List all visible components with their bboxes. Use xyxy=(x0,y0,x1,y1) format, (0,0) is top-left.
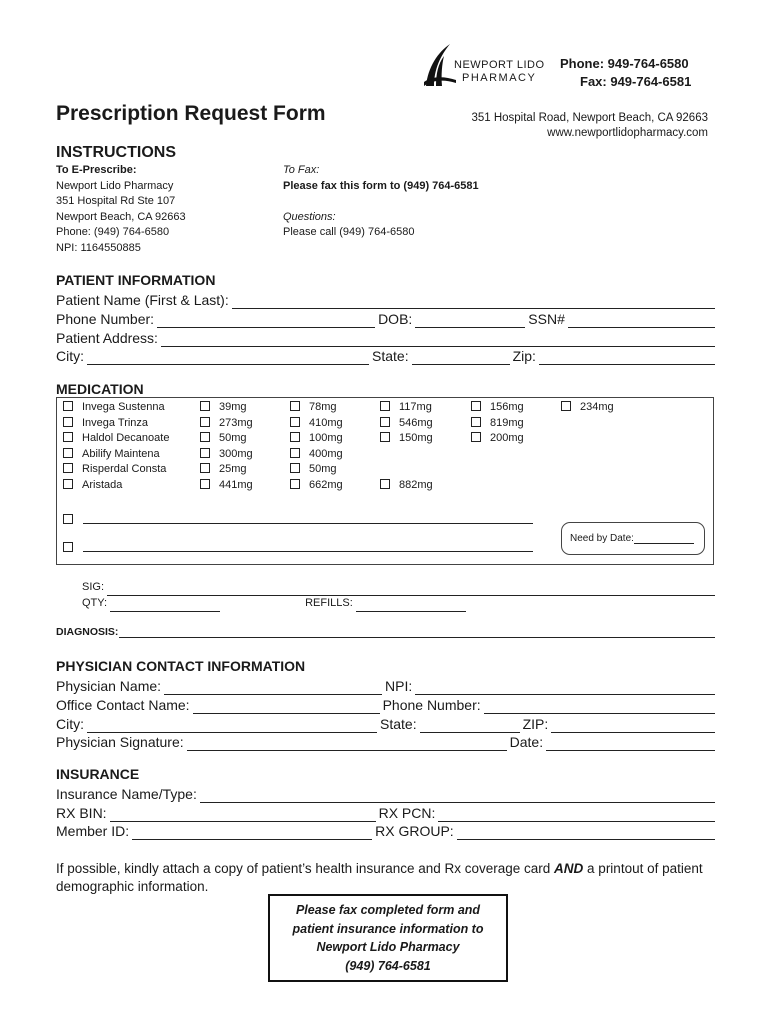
dose-option[interactable] xyxy=(380,479,433,491)
sig-field[interactable] xyxy=(107,584,715,596)
patient-state-label: State: xyxy=(372,348,409,364)
rx-bin-field[interactable] xyxy=(110,808,376,822)
logo-pharmacy: PHARMACY xyxy=(462,72,537,84)
medication-box xyxy=(56,397,714,565)
patient-zip-label: Zip: xyxy=(512,348,536,364)
insurance-heading: INSURANCE xyxy=(56,766,140,782)
questions-label: Questions: xyxy=(283,210,336,223)
header-website: www.newportlidopharmacy.com xyxy=(547,127,708,139)
checkbox[interactable] xyxy=(63,417,73,427)
member-id-label: Member ID: xyxy=(56,823,130,839)
physician-date-field[interactable] xyxy=(546,737,715,751)
checkbox[interactable] xyxy=(63,479,73,489)
med-label: Aristada xyxy=(82,478,123,491)
checkbox[interactable] xyxy=(471,432,481,442)
dose-label: 200mg xyxy=(490,432,524,444)
questions-text: Please call (949) 764-6580 xyxy=(283,226,415,238)
dose-label: 150mg xyxy=(399,432,433,444)
office-contact-field[interactable] xyxy=(193,700,380,714)
dose-label: 400mg xyxy=(309,447,343,460)
dose-option[interactable] xyxy=(290,432,343,444)
patient-name-label: Patient Name (First & Last): xyxy=(56,292,229,308)
checkbox[interactable] xyxy=(290,448,300,458)
physician-city-row xyxy=(56,715,718,733)
patient-name-field[interactable] xyxy=(232,295,715,309)
med-option[interactable] xyxy=(63,417,148,429)
dose-label: 25mg xyxy=(219,463,247,475)
physician-date-label: Date: xyxy=(509,734,544,750)
instructions-heading: INSTRUCTIONS xyxy=(56,144,176,161)
patient-address-row xyxy=(56,329,718,347)
dose-label: 117mg xyxy=(399,401,432,413)
need-by-field[interactable] xyxy=(634,533,694,544)
fax-reminder-line: patient insurance information to xyxy=(292,921,484,936)
dose-option[interactable] xyxy=(200,463,247,475)
note-line2: demographic information. xyxy=(56,879,209,894)
med-label: Invega Sustenna xyxy=(82,401,165,413)
med-label: Invega Trinza xyxy=(82,416,149,429)
diagnosis-label: DIAGNOSIS: xyxy=(56,626,119,638)
insurance-name-field[interactable] xyxy=(200,789,715,803)
patient-zip-field[interactable] xyxy=(539,351,715,365)
medication-heading: MEDICATION xyxy=(56,381,144,397)
dob-field[interactable] xyxy=(415,314,525,328)
dose-option[interactable] xyxy=(200,417,253,429)
patient-city-field[interactable] xyxy=(87,351,369,365)
logo-name: NEWPORT LIDO xyxy=(454,59,545,71)
physician-state-field[interactable] xyxy=(420,719,520,733)
fax-reminder-line: Please fax completed form and xyxy=(295,903,481,917)
dose-label: 819mg xyxy=(490,416,524,429)
note-and: AND xyxy=(554,861,584,876)
refills-label: REFILLS: xyxy=(305,597,353,609)
dose-option[interactable] xyxy=(471,417,524,429)
physician-phone-field[interactable] xyxy=(484,700,715,714)
dose-option[interactable] xyxy=(290,463,337,475)
dose-label: 100mg xyxy=(309,432,343,444)
npi-field[interactable] xyxy=(415,681,715,695)
office-contact-label: Office Contact Name: xyxy=(56,697,190,713)
insurance-name-label: Insurance Name/Type: xyxy=(56,786,197,802)
dose-label: 78mg xyxy=(309,401,337,413)
qty-field[interactable] xyxy=(110,600,220,612)
med-option[interactable] xyxy=(63,448,160,460)
patient-phone-label: Phone Number: xyxy=(56,311,155,327)
qty-label: QTY: xyxy=(82,597,108,609)
other-med-field[interactable] xyxy=(83,538,533,552)
physician-name-row xyxy=(56,677,718,695)
dose-option[interactable] xyxy=(200,432,247,444)
checkbox[interactable] xyxy=(471,401,481,411)
sig-row xyxy=(82,580,718,596)
eprescribe-line: Newport Beach, CA 92663 xyxy=(56,210,186,223)
eprescribe-label: To E-Prescribe: xyxy=(56,164,137,176)
med-label: Risperdal Consta xyxy=(82,463,167,475)
sig-label: SIG: xyxy=(82,581,105,593)
fax-reminder-box xyxy=(268,894,508,982)
member-id-field[interactable] xyxy=(132,826,372,840)
need-by-box xyxy=(561,522,705,555)
dose-label: 50mg xyxy=(219,432,247,444)
dose-option[interactable] xyxy=(200,448,253,460)
fax-label: To Fax: xyxy=(283,164,320,176)
qty-row xyxy=(82,596,469,612)
physician-city-label: City: xyxy=(56,716,84,732)
dose-option[interactable] xyxy=(380,432,433,444)
other-med-row xyxy=(63,510,536,524)
checkbox[interactable] xyxy=(380,417,390,427)
dose-label: 300mg xyxy=(219,447,253,460)
dose-label: 39mg xyxy=(219,401,247,413)
fax-block xyxy=(283,163,479,241)
physician-heading: PHYSICIAN CONTACT INFORMATION xyxy=(56,658,306,674)
checkbox[interactable] xyxy=(200,401,210,411)
header-address: 351 Hospital Road, Newport Beach, CA 92663 xyxy=(471,112,708,124)
other-med-field[interactable] xyxy=(83,510,533,524)
checkbox[interactable] xyxy=(200,448,210,458)
checkbox[interactable] xyxy=(561,401,571,411)
checkbox[interactable] xyxy=(380,479,390,489)
checkbox[interactable] xyxy=(471,417,481,427)
checkbox[interactable] xyxy=(63,542,73,552)
dose-label: 410mg xyxy=(309,416,343,429)
pharmacy-logo xyxy=(420,42,560,92)
rx-bin-label: RX BIN: xyxy=(56,805,107,821)
checkbox[interactable] xyxy=(290,401,300,411)
checkbox[interactable] xyxy=(63,448,73,458)
patient-city-row xyxy=(56,347,718,365)
dose-option[interactable] xyxy=(200,401,247,413)
physician-signature-field[interactable] xyxy=(187,737,507,751)
patient-state-field[interactable] xyxy=(412,351,510,365)
fax-text: Please fax this form to (949) 764-6581 xyxy=(283,179,479,192)
npi-label: NPI: xyxy=(385,678,413,694)
fax-reminder-line: Newport Lido Pharmacy xyxy=(316,940,460,954)
med-option[interactable] xyxy=(63,432,169,444)
dose-option[interactable] xyxy=(290,401,337,413)
dose-label: 546mg xyxy=(399,416,433,429)
eprescribe-block xyxy=(56,163,186,256)
checkbox[interactable] xyxy=(290,417,300,427)
physician-state-label: State: xyxy=(380,716,417,732)
med-label: Abilify Maintena xyxy=(82,447,160,460)
med-option[interactable] xyxy=(63,479,122,491)
checkbox[interactable] xyxy=(63,401,73,411)
dose-label: 273mg xyxy=(219,416,253,429)
patient-phone-row xyxy=(56,310,718,328)
need-by-label: Need by Date: xyxy=(570,533,634,544)
patient-address-field[interactable] xyxy=(161,333,715,347)
dose-option[interactable] xyxy=(290,479,343,491)
office-contact-row xyxy=(56,696,718,714)
checkbox[interactable] xyxy=(200,432,210,442)
physician-signature-label: Physician Signature: xyxy=(56,734,184,750)
page-title: Prescription Request Form xyxy=(56,102,326,125)
dose-option[interactable] xyxy=(200,479,253,491)
physician-zip-field[interactable] xyxy=(551,719,715,733)
dose-option[interactable] xyxy=(380,401,432,413)
dose-label: 156mg xyxy=(490,401,524,413)
checkbox[interactable] xyxy=(63,463,73,473)
dose-label: 234mg xyxy=(580,401,614,413)
checkbox[interactable] xyxy=(200,479,210,489)
med-option[interactable] xyxy=(63,463,166,475)
physician-city-field[interactable] xyxy=(87,719,377,733)
rx-group-field[interactable] xyxy=(457,826,715,840)
refills-field[interactable] xyxy=(356,600,466,612)
checkbox[interactable] xyxy=(290,479,300,489)
diagnosis-row xyxy=(56,626,718,638)
rx-pcn-label: RX PCN: xyxy=(378,805,436,821)
header-phone: Phone: 949-764-6580 xyxy=(560,56,689,71)
checkbox[interactable] xyxy=(380,401,390,411)
dose-option[interactable] xyxy=(290,448,343,460)
other-med-row xyxy=(63,538,536,552)
dose-label: 662mg xyxy=(309,478,343,491)
patient-address-label: Patient Address: xyxy=(56,330,158,346)
eprescribe-line: 351 Hospital Rd Ste 107 xyxy=(56,195,176,207)
checkbox[interactable] xyxy=(380,432,390,442)
physician-zip-label: ZIP: xyxy=(522,716,549,732)
physician-phone-label: Phone Number: xyxy=(382,697,481,713)
checkbox[interactable] xyxy=(63,432,73,442)
dose-label: 441mg xyxy=(219,478,253,491)
checkbox[interactable] xyxy=(200,417,210,427)
eprescribe-line: NPI: 1164550885 xyxy=(56,241,141,254)
header-fax: Fax: 949-764-6581 xyxy=(580,74,692,89)
insurance-name-row xyxy=(56,785,718,803)
rx-pcn-field[interactable] xyxy=(438,808,715,822)
patient-name-row xyxy=(56,291,718,309)
med-option[interactable] xyxy=(63,401,165,413)
member-id-row xyxy=(56,822,718,840)
dose-option[interactable] xyxy=(471,432,524,444)
dose-option[interactable] xyxy=(561,401,614,413)
note-part2: a printout of patient xyxy=(583,861,703,876)
rx-bin-row xyxy=(56,804,718,822)
note-part1: If possible, kindly attach a copy of patient’s health insurance and Rx coverage card xyxy=(56,861,555,876)
patient-phone-field[interactable] xyxy=(157,314,375,328)
physician-name-label: Physician Name: xyxy=(56,678,162,694)
checkbox[interactable] xyxy=(290,463,300,473)
dose-option[interactable] xyxy=(471,401,524,413)
attach-note xyxy=(56,860,720,896)
ssn-label: SSN# xyxy=(528,311,565,327)
physician-signature-row xyxy=(56,733,718,751)
patient-heading: PATIENT INFORMATION xyxy=(56,272,216,288)
eprescribe-line: Newport Lido Pharmacy xyxy=(56,179,174,192)
patient-city-label: City: xyxy=(56,348,84,364)
checkbox[interactable] xyxy=(63,514,73,524)
dose-label: 50mg xyxy=(309,463,337,475)
rx-group-label: RX GROUP: xyxy=(375,823,454,839)
checkbox[interactable] xyxy=(290,432,300,442)
med-label: Haldol Decanoate xyxy=(82,432,170,444)
dob-label: DOB: xyxy=(378,311,413,327)
physician-name-field[interactable] xyxy=(164,681,382,695)
eprescribe-line: Phone: (949) 764-6580 xyxy=(56,226,170,238)
fax-reminder-line: (949) 764-6581 xyxy=(345,958,431,973)
dose-option[interactable] xyxy=(290,417,343,429)
ssn-field[interactable] xyxy=(568,314,715,328)
diagnosis-field[interactable] xyxy=(119,626,715,638)
dose-label: 882mg xyxy=(399,478,433,491)
checkbox[interactable] xyxy=(200,463,210,473)
dose-option[interactable] xyxy=(380,417,433,429)
